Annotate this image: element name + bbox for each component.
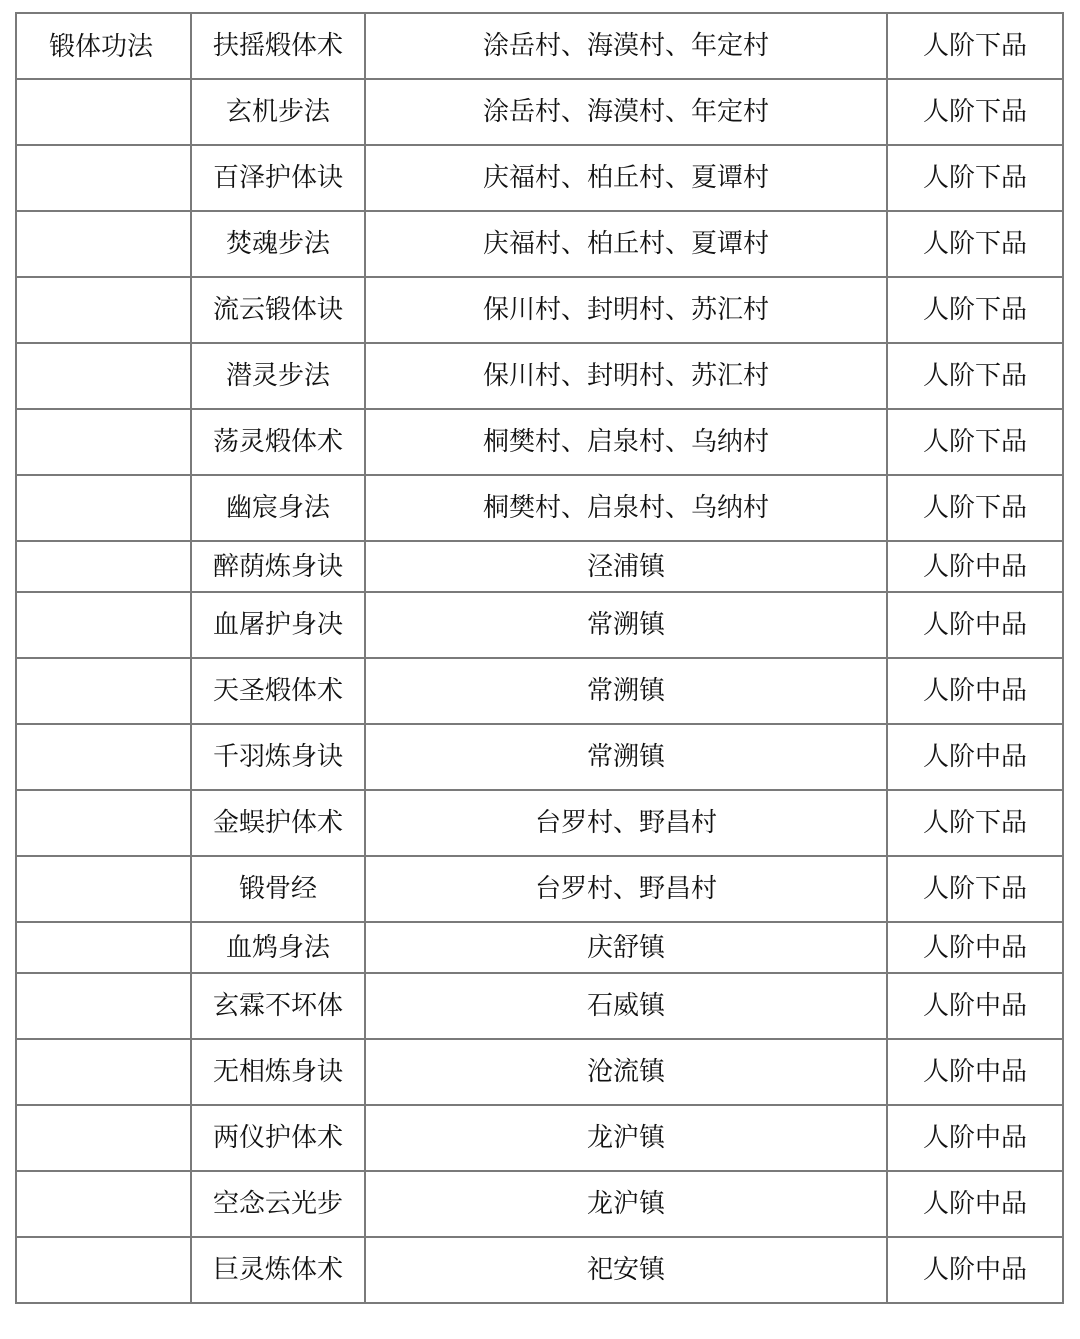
table-row bbox=[16, 922, 1063, 973]
grade-cell: 人阶中品 bbox=[887, 658, 1063, 724]
category-cell bbox=[16, 277, 191, 343]
technique-name-cell: 无相炼身诀 bbox=[191, 1039, 365, 1105]
location-cell: 涂岳村、海漠村、年定村 bbox=[365, 13, 887, 79]
location-cell: 泾浦镇 bbox=[365, 541, 887, 592]
grade-cell: 人阶下品 bbox=[887, 13, 1063, 79]
skills-table bbox=[15, 12, 1064, 1304]
grade-cell: 人阶下品 bbox=[887, 475, 1063, 541]
category-cell bbox=[16, 541, 191, 592]
category-cell bbox=[16, 1039, 191, 1105]
category-cell bbox=[16, 79, 191, 145]
category-cell bbox=[16, 1171, 191, 1237]
location-cell: 祀安镇 bbox=[365, 1237, 887, 1303]
technique-name-cell: 千羽炼身诀 bbox=[191, 724, 365, 790]
grade-cell: 人阶下品 bbox=[887, 277, 1063, 343]
category-cell bbox=[16, 856, 191, 922]
technique-name-cell: 玄霖不坏体 bbox=[191, 973, 365, 1039]
table-row bbox=[16, 1105, 1063, 1171]
category-cell bbox=[16, 724, 191, 790]
category-cell: 锻体功法 bbox=[16, 13, 191, 79]
technique-name-cell: 两仪护体术 bbox=[191, 1105, 365, 1171]
category-cell bbox=[16, 973, 191, 1039]
location-cell: 石威镇 bbox=[365, 973, 887, 1039]
technique-name-cell: 流云锻体诀 bbox=[191, 277, 365, 343]
skills-table-body bbox=[16, 13, 1063, 1303]
category-cell bbox=[16, 922, 191, 973]
table-row bbox=[16, 973, 1063, 1039]
technique-name-cell: 扶摇煅体术 bbox=[191, 13, 365, 79]
category-cell bbox=[16, 145, 191, 211]
grade-cell: 人阶中品 bbox=[887, 973, 1063, 1039]
grade-cell: 人阶中品 bbox=[887, 922, 1063, 973]
table-row bbox=[16, 790, 1063, 856]
location-cell: 庆舒镇 bbox=[365, 922, 887, 973]
location-cell: 保川村、封明村、苏汇村 bbox=[365, 277, 887, 343]
skills-table-container bbox=[15, 12, 1064, 1304]
location-cell: 保川村、封明村、苏汇村 bbox=[365, 343, 887, 409]
technique-name-cell: 锻骨经 bbox=[191, 856, 365, 922]
technique-name-cell: 荡灵煅体术 bbox=[191, 409, 365, 475]
location-cell: 台罗村、野昌村 bbox=[365, 856, 887, 922]
technique-name-cell: 血屠护身决 bbox=[191, 592, 365, 658]
grade-cell: 人阶下品 bbox=[887, 145, 1063, 211]
grade-cell: 人阶下品 bbox=[887, 856, 1063, 922]
table-row bbox=[16, 13, 1063, 79]
technique-name-cell: 醉荫炼身诀 bbox=[191, 541, 365, 592]
technique-name-cell: 幽宸身法 bbox=[191, 475, 365, 541]
location-cell: 常溯镇 bbox=[365, 658, 887, 724]
category-cell bbox=[16, 592, 191, 658]
grade-cell: 人阶下品 bbox=[887, 79, 1063, 145]
category-cell bbox=[16, 790, 191, 856]
table-row bbox=[16, 475, 1063, 541]
grade-cell: 人阶中品 bbox=[887, 1039, 1063, 1105]
location-cell: 常溯镇 bbox=[365, 724, 887, 790]
grade-cell: 人阶中品 bbox=[887, 592, 1063, 658]
technique-name-cell: 巨灵炼体术 bbox=[191, 1237, 365, 1303]
category-cell bbox=[16, 211, 191, 277]
grade-cell: 人阶下品 bbox=[887, 211, 1063, 277]
technique-name-cell: 潜灵步法 bbox=[191, 343, 365, 409]
location-cell: 庆福村、柏丘村、夏谭村 bbox=[365, 145, 887, 211]
table-row bbox=[16, 1237, 1063, 1303]
location-cell: 庆福村、柏丘村、夏谭村 bbox=[365, 211, 887, 277]
table-row bbox=[16, 145, 1063, 211]
location-cell: 龙沪镇 bbox=[365, 1105, 887, 1171]
category-cell bbox=[16, 658, 191, 724]
location-cell: 龙沪镇 bbox=[365, 1171, 887, 1237]
grade-cell: 人阶中品 bbox=[887, 724, 1063, 790]
location-cell: 桐樊村、启泉村、乌纳村 bbox=[365, 475, 887, 541]
grade-cell: 人阶中品 bbox=[887, 1237, 1063, 1303]
table-row bbox=[16, 1039, 1063, 1105]
technique-name-cell: 天圣煅体术 bbox=[191, 658, 365, 724]
location-cell: 台罗村、野昌村 bbox=[365, 790, 887, 856]
location-cell: 沧流镇 bbox=[365, 1039, 887, 1105]
table-row bbox=[16, 592, 1063, 658]
grade-cell: 人阶中品 bbox=[887, 1105, 1063, 1171]
technique-name-cell: 焚魂步法 bbox=[191, 211, 365, 277]
technique-name-cell: 百泽护体诀 bbox=[191, 145, 365, 211]
grade-cell: 人阶下品 bbox=[887, 409, 1063, 475]
technique-name-cell: 血鸩身法 bbox=[191, 922, 365, 973]
category-cell bbox=[16, 475, 191, 541]
table-row bbox=[16, 658, 1063, 724]
technique-name-cell: 金蜈护体术 bbox=[191, 790, 365, 856]
grade-cell: 人阶中品 bbox=[887, 541, 1063, 592]
table-row bbox=[16, 856, 1063, 922]
table-row bbox=[16, 409, 1063, 475]
location-cell: 常溯镇 bbox=[365, 592, 887, 658]
grade-cell: 人阶中品 bbox=[887, 1171, 1063, 1237]
grade-cell: 人阶下品 bbox=[887, 790, 1063, 856]
location-cell: 桐樊村、启泉村、乌纳村 bbox=[365, 409, 887, 475]
technique-name-cell: 空念云光步 bbox=[191, 1171, 365, 1237]
category-cell bbox=[16, 1237, 191, 1303]
category-cell bbox=[16, 409, 191, 475]
table-row bbox=[16, 724, 1063, 790]
table-row bbox=[16, 1171, 1063, 1237]
table-row bbox=[16, 277, 1063, 343]
table-row bbox=[16, 343, 1063, 409]
table-row bbox=[16, 211, 1063, 277]
category-cell bbox=[16, 343, 191, 409]
location-cell: 涂岳村、海漠村、年定村 bbox=[365, 79, 887, 145]
grade-cell: 人阶下品 bbox=[887, 343, 1063, 409]
table-row bbox=[16, 541, 1063, 592]
category-cell bbox=[16, 1105, 191, 1171]
table-row bbox=[16, 79, 1063, 145]
technique-name-cell: 玄机步法 bbox=[191, 79, 365, 145]
